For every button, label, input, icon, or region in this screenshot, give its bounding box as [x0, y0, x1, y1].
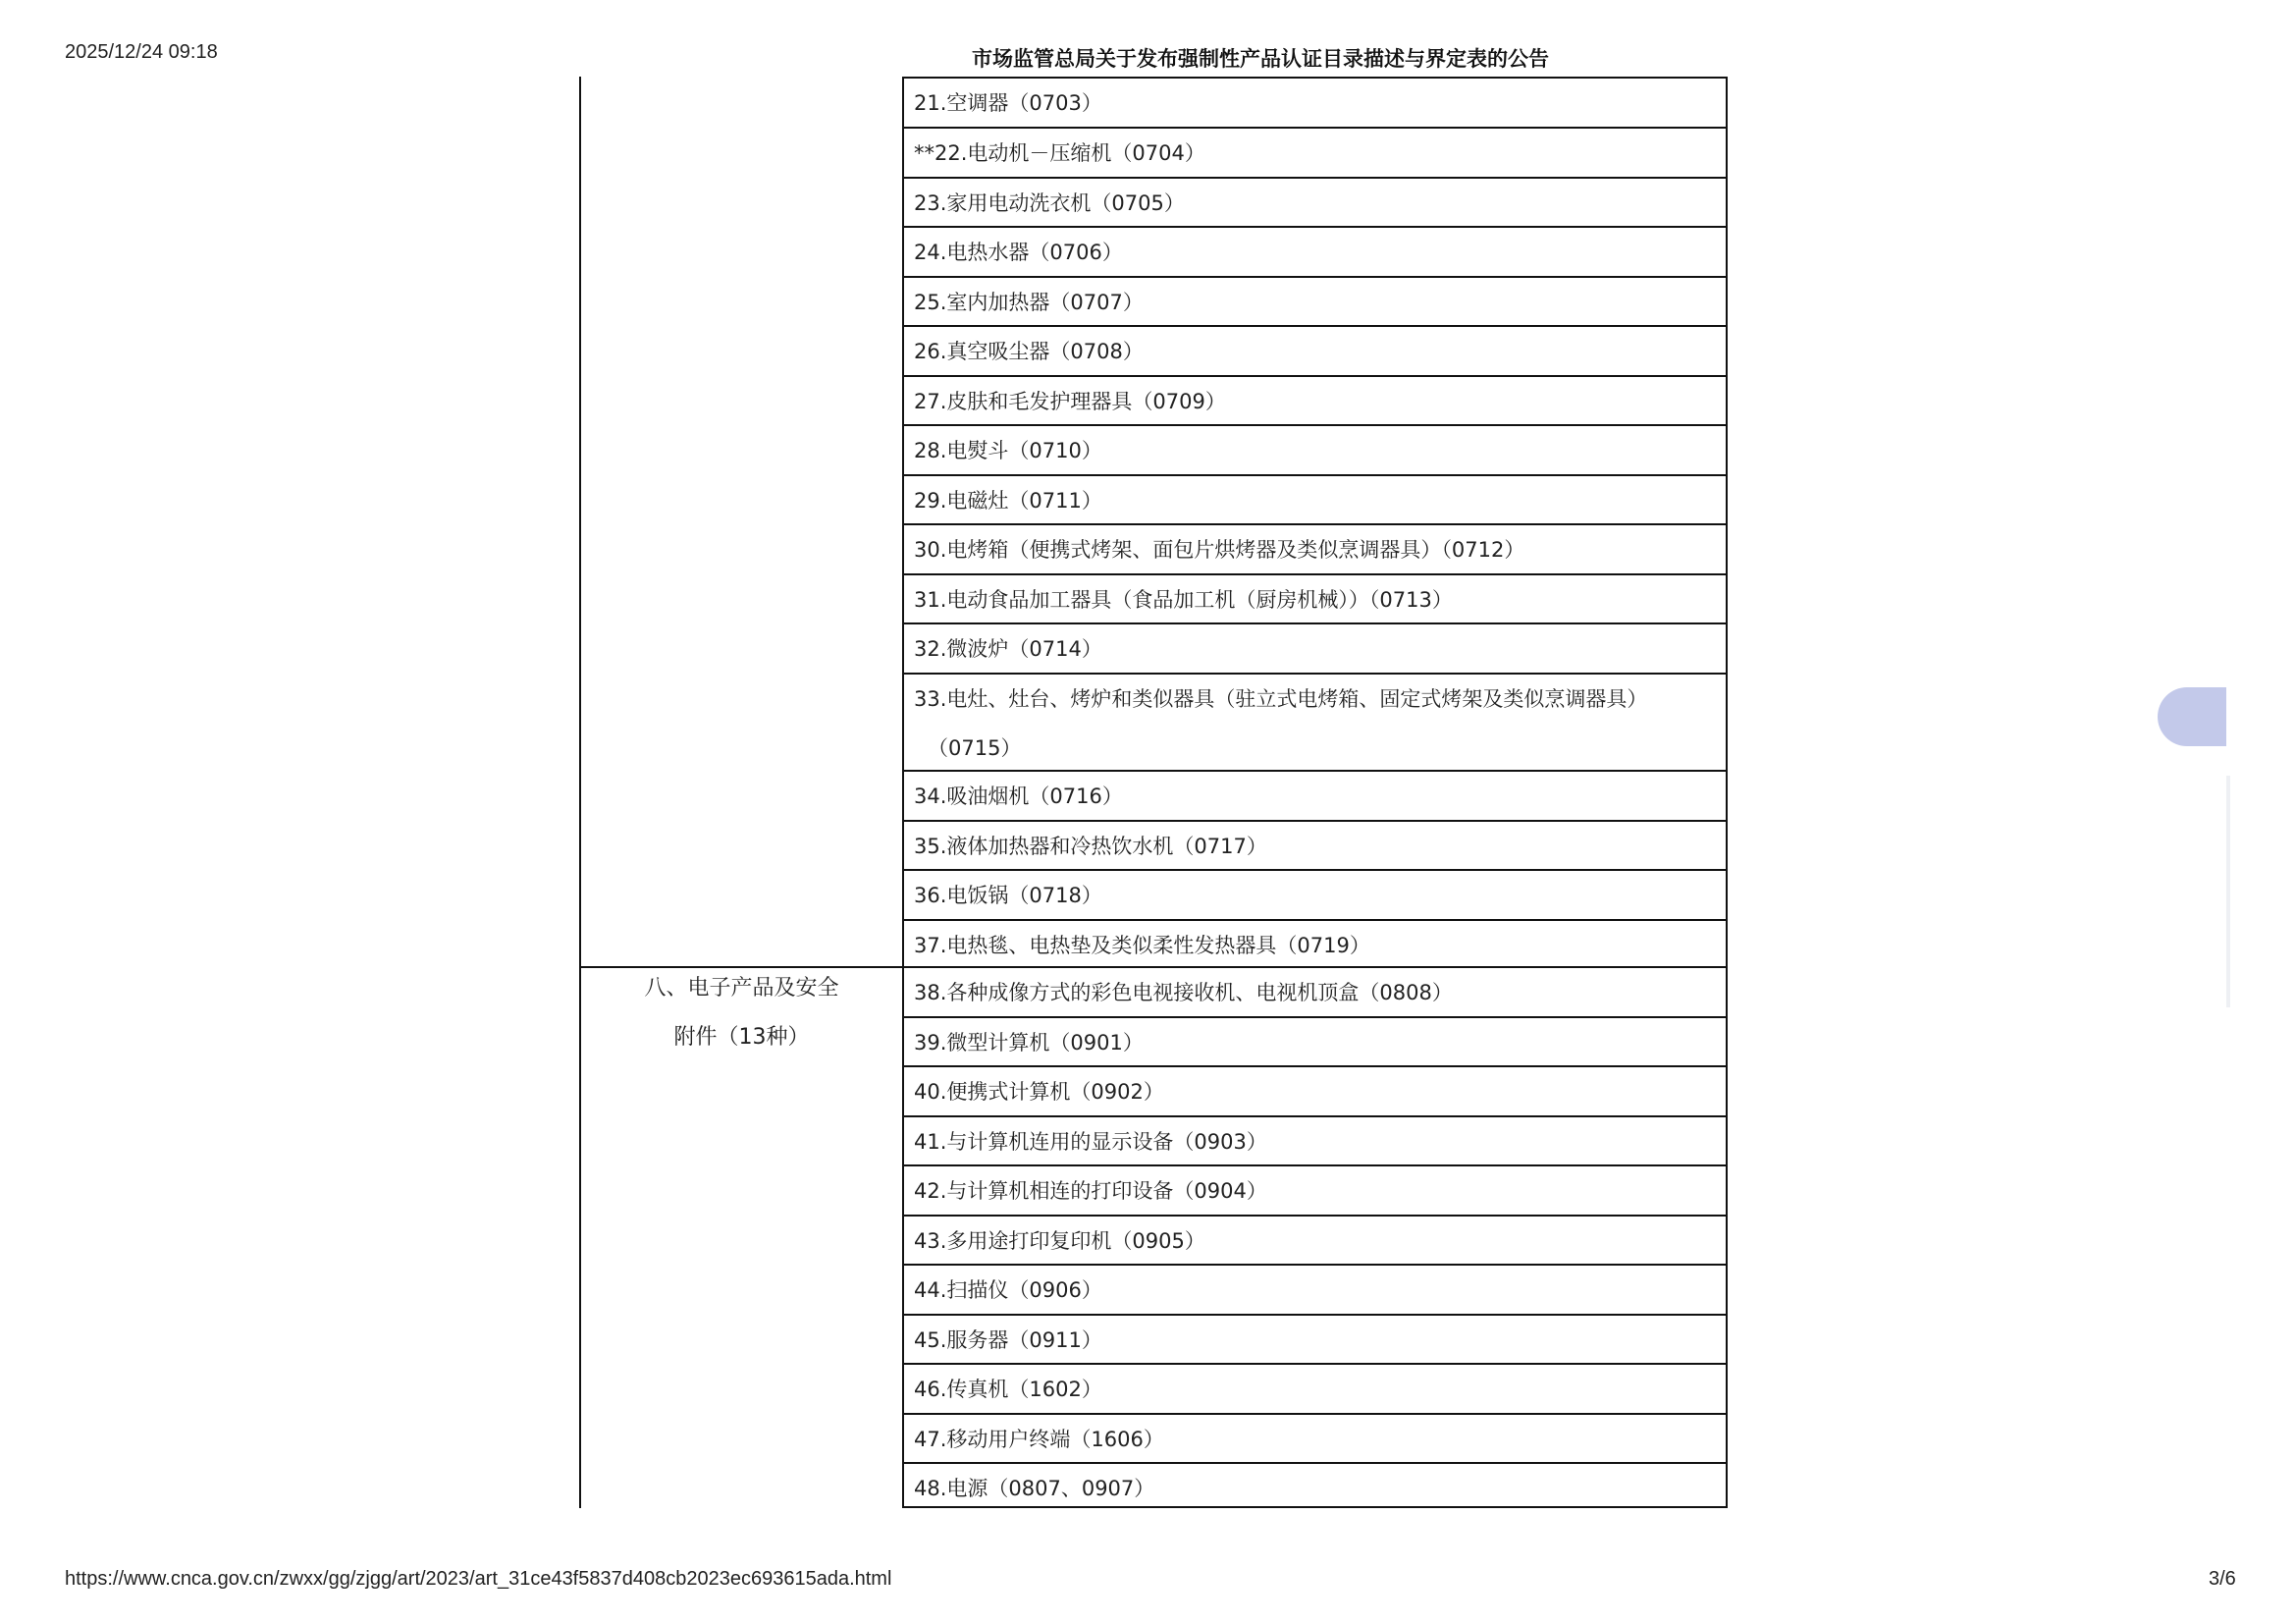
item-text: 45.服务器（0911） [914, 1328, 1102, 1352]
item-text: 38.各种成像方式的彩色电视接收机、电视机顶盒（0808） [914, 981, 1453, 1004]
item-text: 24.电热水器（0706） [914, 241, 1123, 264]
table-row [902, 1215, 1728, 1266]
item-text: 47.移动用户终端（1606） [914, 1428, 1164, 1451]
item-text: 25.室内加热器（0707） [914, 291, 1144, 314]
item-text: 42.与计算机相连的打印设备（0904） [914, 1179, 1267, 1203]
item-text: 41.与计算机连用的显示设备（0903） [914, 1130, 1267, 1154]
table-row [902, 1363, 1728, 1415]
item-text: 33.电灶、灶台、烤炉和类似器具（驻立式电烤箱、固定式烤架及类似烹调器具） [914, 687, 1648, 711]
table-row [902, 573, 1728, 624]
item-text: 46.传真机（1602） [914, 1378, 1102, 1401]
item-text: 21.空调器（0703） [914, 91, 1102, 115]
item-text: 26.真空吸尘器（0708） [914, 340, 1144, 363]
table-row [902, 673, 1728, 772]
table-row [902, 325, 1728, 377]
table-row [902, 869, 1728, 921]
table-row [902, 127, 1728, 179]
table-row [902, 919, 1728, 968]
table-row [902, 820, 1728, 871]
table-row [902, 77, 1728, 129]
item-text: 27.皮肤和毛发护理器具（0709） [914, 390, 1226, 413]
table-row [902, 1016, 1728, 1067]
item-text-continued: （0715） [928, 736, 1022, 760]
item-text: **22.电动机－压缩机（0704） [914, 141, 1205, 165]
table-row [902, 474, 1728, 525]
category-label-line2: 附件（13种） [673, 1025, 810, 1050]
item-text: 28.电熨斗（0710） [914, 439, 1102, 462]
table-row [902, 1413, 1728, 1464]
table-row [902, 1164, 1728, 1217]
item-text: 39.微型计算机（0901） [914, 1031, 1144, 1055]
item-text: 44.扫描仪（0906） [914, 1278, 1102, 1302]
item-text: 32.微波炉（0714） [914, 637, 1102, 661]
item-text: 40.便携式计算机（0902） [914, 1080, 1164, 1104]
item-text: 35.液体加热器和冷热饮水机（0717） [914, 835, 1267, 858]
table-row [902, 1264, 1728, 1316]
side-scroll-track[interactable] [2226, 776, 2230, 1007]
item-text: 43.多用途打印复印机（0905） [914, 1229, 1205, 1253]
table-row [902, 1065, 1728, 1117]
table-row [902, 177, 1728, 228]
item-text: 36.电饭锅（0718） [914, 884, 1102, 907]
table-row [902, 424, 1728, 476]
item-text: 37.电热毯、电热垫及类似柔性发热器具（0719） [914, 934, 1370, 957]
page-number: 3/6 [2209, 1568, 2236, 1590]
item-text: 31.电动食品加工器具（食品加工机（厨房机械））（0713） [914, 588, 1453, 612]
item-text: 34.吸油烟机（0716） [914, 784, 1123, 808]
print-datetime: 2025/12/24 09:18 [65, 41, 218, 63]
source-url: https://www.cnca.gov.cn/zwxx/gg/zjgg/art/2023/art_31ce43f5837d408cb2023ec693615ada.html [65, 1568, 892, 1590]
table-row [902, 622, 1728, 675]
item-text: 30.电烤箱（便携式烤架、面包片烘烤器及类似烹调器具）（0712） [914, 538, 1525, 562]
category-label-line1: 八、电子产品及安全 [644, 976, 839, 1001]
table-row [902, 966, 1728, 1018]
floating-side-tab[interactable] [2158, 687, 2226, 746]
table-row [902, 226, 1728, 278]
table-row [902, 1462, 1728, 1508]
table-row [902, 1314, 1728, 1365]
table-left-border [579, 77, 581, 1508]
table-row [902, 276, 1728, 327]
page-title: 市场监管总局关于发布强制性产品认证目录描述与界定表的公告 [972, 47, 1549, 71]
table-row [902, 375, 1728, 426]
table-row [902, 523, 1728, 575]
item-text: 48.电源（0807、0907） [914, 1477, 1155, 1500]
item-text: 29.电磁灶（0711） [914, 489, 1102, 513]
table-row [902, 1115, 1728, 1166]
item-text: 23.家用电动洗衣机（0705） [914, 191, 1185, 215]
table-row [902, 770, 1728, 822]
